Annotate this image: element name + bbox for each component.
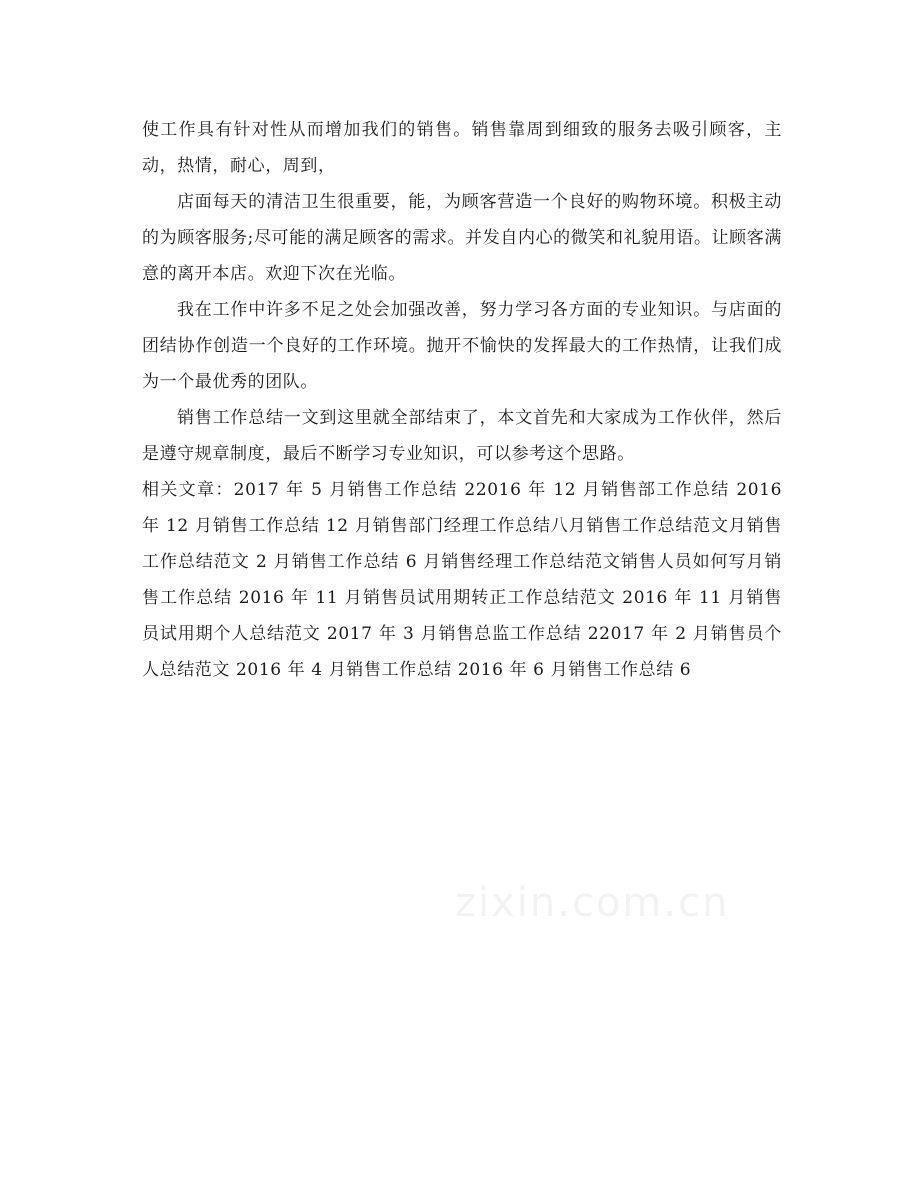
related-articles: 相关文章：2017 年 5 月销售工作总结 22016 年 12 月销售部工作总结 2016 年 12 月销售工作总结 12 月销售部门经理工作总结八月销售工作总结范文月销售工作总结范文 2 月销售工作总结 6 月销售经理工作总结范文销售人员如何写月销售工作总结 2016 年 11 月销售员试用期转正工作总结范文 2016 年 11 月销售员试用期个人总结范文 2017 年 3 月销售总监工作总结 22017 年 2 月销售员个人总结范文 2016 年 4 月销售工作总结 2016 年 6 月销售工作总结 6: [142, 480, 782, 680]
paragraph-2: 店面每天的清洁卫生很重要，能，为顾客营造一个良好的购物环境。积极主动的为顾客服务;尽可能的满足顾客的需求。并发自内心的微笑和礼貌用语。让顾客满意的离开本店。欢迎下次在光临。: [142, 192, 782, 284]
paragraph-4: 销售工作总结一文到这里就全部结束了，本文首先和大家成为工作伙伴，然后是遵守规章制度，最后不断学习专业知识，可以参考这个思路。: [142, 408, 782, 464]
document-body: [142, 112, 782, 688]
paragraph-1: 使工作具有针对性从而增加我们的销售。销售靠周到细致的服务去吸引顾客，主动，热情，耐心，周到，: [142, 120, 782, 176]
paragraph-3: 我在工作中许多不足之处会加强改善，努力学习各方面的专业知识。与店面的团结协作创造一个良好的工作环境。抛开不愉快的发挥最大的工作热情，让我们成为一个最优秀的团队。: [142, 300, 782, 392]
watermark: zixin.com.cn: [455, 880, 730, 926]
